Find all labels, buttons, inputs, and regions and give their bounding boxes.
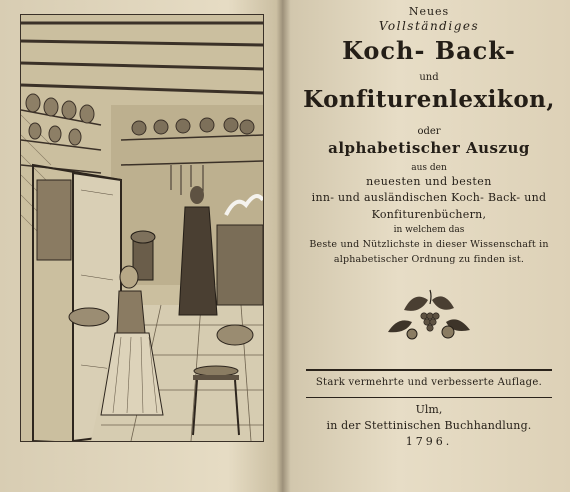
title-line-ordnung: alphabetischer Ordnung zu finden ist. [333,254,525,265]
title-line-oder: oder [417,126,441,137]
title-line-neuesten: neuesten und besten [366,175,492,188]
title-line-vollstaendiges: Vollständiges [378,19,480,33]
title-line-konfiturenbuechern: Konfiturenbüchern, [371,208,487,221]
title-line-inn-auslaendischen: inn- und ausländischen Koch- Back- und [311,191,547,204]
title-line-beste: Beste und Nützlichste in dieser Wissenschaft in [309,239,549,250]
imprint-publisher: in der Stettinischen Buchhandlung. [326,419,532,432]
divider-rule-bottom [306,397,552,398]
title-line-koch-back: Koch- Back- [342,36,516,65]
edition-statement: Stark vermehrte und verbesserte Auflage. [315,377,543,388]
title-line-aus-den: aus den [411,163,447,173]
title-line-in-welchem: in welchem das [393,225,465,235]
title-page [288,0,570,492]
divider-rule-top [306,369,552,371]
title-line-und: und [419,72,439,83]
title-line-alphabetischer-auszug: alphabetischer Auszug [328,139,530,157]
imprint-place: Ulm, [415,403,443,416]
fruit-ornament-icon [384,282,474,348]
frontispiece-page [0,0,282,492]
kitchen-engraving [20,14,264,442]
imprint-year: 1796. [405,435,453,448]
title-line-neues: Neues [408,5,450,18]
title-line-konfiturenlexikon: Konfiturenlexikon, [303,86,555,113]
